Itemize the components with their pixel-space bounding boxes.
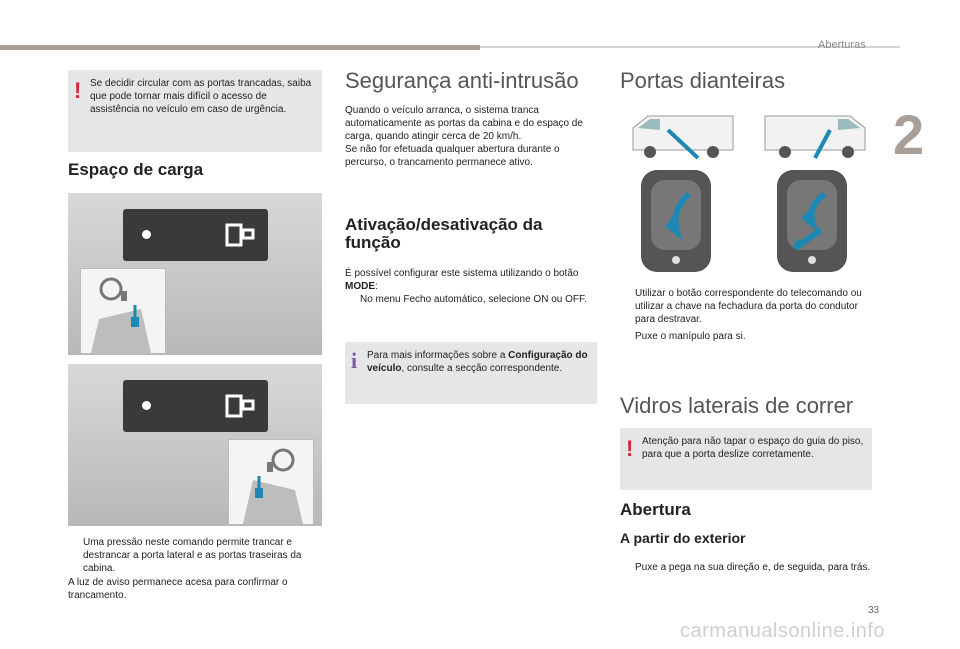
cargo-heading: Espaço de carga: [68, 160, 204, 179]
bullet-text: Utilizar o botão correspondente do telecomando ou utilizar a chave na fechadura da porta do condutor para destravar.: [635, 288, 862, 325]
list-item: [68, 536, 322, 576]
info-text-2: , consulte a secção correspondente.: [401, 363, 563, 374]
info-text: [367, 349, 592, 375]
door-handle-2: [777, 170, 847, 272]
list-item: [620, 287, 875, 327]
warning-text: Se decidir circular com as portas trancadas, saiba que pode tornar mais difícil o acesso de assistência no veículo em caso de urgência.: [90, 78, 312, 115]
activation-heading: Ativação/desativação da função: [345, 215, 543, 252]
lock-button-panel: [123, 209, 268, 261]
door-handle-1: [641, 170, 711, 272]
bullet-text: Puxe o manípulo para si.: [635, 331, 746, 342]
lock-button-panel: [123, 380, 268, 432]
config-text: [345, 267, 595, 293]
cabin-inset: [228, 439, 314, 525]
mode-label: MODE: [345, 281, 375, 292]
cabin-inset: [80, 268, 166, 354]
list-item: [620, 561, 875, 589]
info-bold: Configuração do veículo: [367, 350, 588, 374]
opening-heading: Abertura: [620, 500, 691, 519]
front-doors-heading: Portas dianteiras: [620, 68, 786, 93]
chapter-number: 2: [893, 103, 925, 166]
security-paragraph-2: Se não for efetuada qualquer abertura durante o percurso, o trancamento permanece ativo.: [345, 144, 560, 168]
list-item: [345, 293, 595, 321]
security-paragraph-1: Quando o veículo arranca, o sistema tranca automaticamente as portas da cabina e do espaço de carga, quando atingir cerca de 20 km/h.: [345, 105, 583, 142]
warning-light-icon: [142, 401, 151, 410]
warning-box-2: [620, 428, 872, 490]
chapter-title: Aberturas: [818, 39, 866, 51]
exterior-heading: A partir do exterior: [620, 530, 746, 546]
config-text-1: É possível configurar este sistema utilizando o botão: [345, 268, 579, 279]
lock-door-icon: [223, 222, 257, 248]
cargo-lock-photo-1: [68, 193, 322, 355]
warning-light-icon: [142, 230, 151, 239]
header-bar: [0, 45, 480, 50]
confirm-text: A luz de aviso permanece acesa para confirmar o trancamento.: [68, 577, 288, 601]
warning-icon: !: [74, 78, 82, 103]
lock-door-icon: [223, 393, 257, 419]
security-heading: Segurança anti-intrusão: [345, 68, 579, 93]
sliding-windows-heading: Vidros laterais de correr: [620, 393, 854, 418]
warning-text: Atenção para não tapar o espaço do guia do piso, para que a porta deslize corretamente.: [642, 436, 864, 460]
warning-icon: !: [626, 436, 634, 461]
bullet-text: Puxe a pega na sua direção e, de seguida, para trás.: [635, 562, 871, 573]
info-icon: i: [351, 348, 358, 373]
bullet-text: No menu Fecho automático, selecione ON ou OFF.: [360, 294, 587, 305]
warning-box: [68, 70, 322, 152]
watermark: carmanualsonline.info: [680, 620, 886, 642]
cargo-lock-photo-2: [68, 364, 322, 526]
van-right-image: [760, 110, 870, 165]
van-left-image: [628, 110, 738, 165]
list-item: [620, 330, 875, 344]
config-text-2: :: [375, 281, 378, 292]
bullet-text: Uma pressão neste comando permite trancar e destrancar a porta lateral e as portas traseiras da cabina.: [83, 537, 302, 574]
info-box: [345, 342, 597, 404]
page-number: 33: [868, 605, 880, 616]
info-text-1: Para mais informações sobre a: [367, 350, 509, 361]
